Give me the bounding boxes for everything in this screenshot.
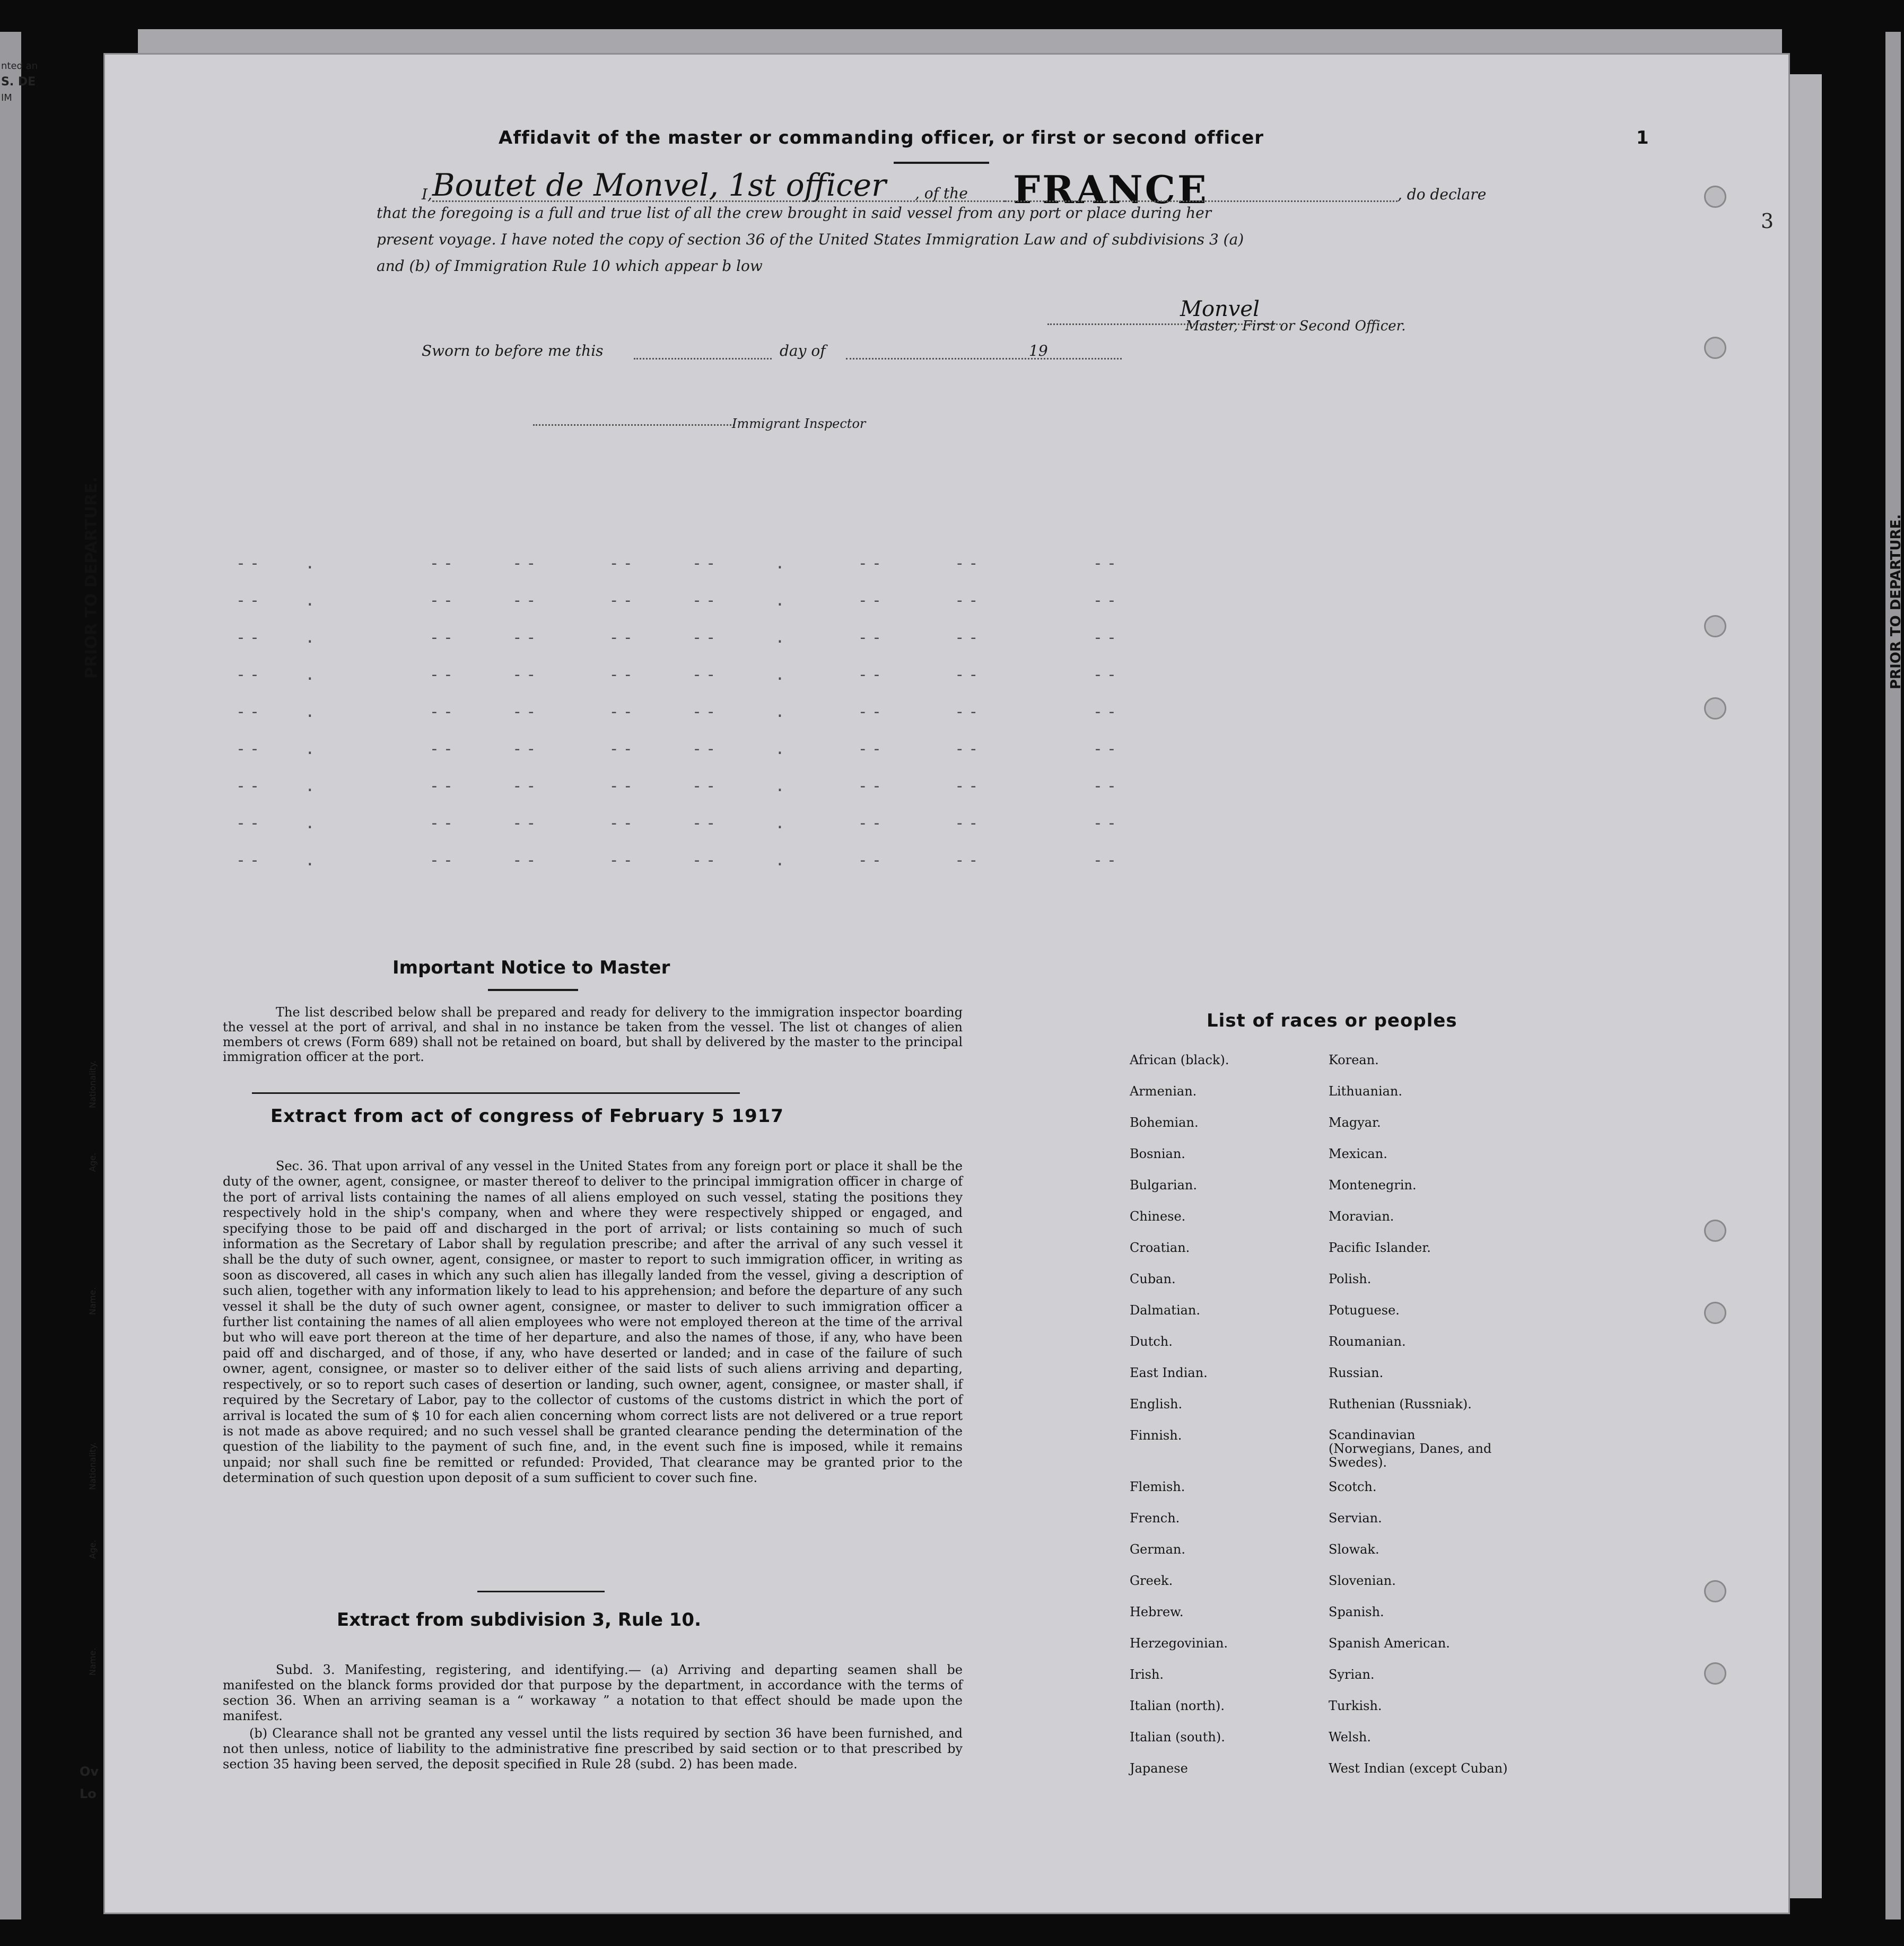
col-label-age-2: Age. — [88, 1539, 98, 1559]
race-item: Polish. — [1329, 1272, 1372, 1286]
prefix-i: I, — [422, 186, 432, 203]
margin-top-left: nted an S. DE IM — [1, 60, 38, 103]
do-declare: , do declare — [1398, 186, 1487, 203]
day-of-label: day of — [780, 342, 826, 360]
faint-row: -- . -- -- -- -- . -- -- -- — [236, 665, 1121, 684]
notice-text: The list described below shall be prepared and ready for delivery to the immigration inspector boarding the vessel at the port of arrival, and shal in no instance be taken from the vessel. The list ot changes of alien members ot crews (Form 689) shall not be retained on board, but shall by delivered by the master to the principal immigration officer at the port. — [223, 1005, 963, 1064]
notice-rule — [488, 989, 578, 991]
faint-row: -- . -- -- -- -- . -- -- -- — [236, 814, 1121, 832]
right-number: 3 — [1761, 209, 1774, 233]
binder-hole — [1704, 337, 1726, 359]
race-item: Pacific Islander. — [1329, 1240, 1431, 1255]
races-heading: List of races or peoples — [1207, 1010, 1457, 1031]
race-item: Korean. — [1329, 1053, 1379, 1067]
signature: Monvel — [1180, 297, 1260, 321]
race-item: German. — [1130, 1542, 1185, 1557]
race-item: Welsh. — [1329, 1730, 1371, 1745]
binder-hole — [1704, 1302, 1726, 1324]
race-item: Roumanian. — [1329, 1334, 1406, 1349]
race-item: Dalmatian. — [1130, 1303, 1201, 1318]
race-item: Lithuanian. — [1329, 1084, 1403, 1099]
faint-row: -- . -- -- -- -- . -- -- -- — [236, 591, 1121, 610]
extract-rule-rule-top — [477, 1591, 605, 1592]
vessel-name: FRANCE — [1013, 167, 1209, 212]
race-item: Slowak. — [1329, 1542, 1379, 1557]
col-label-age-1: Age. — [88, 1152, 98, 1172]
race-item: Spanish American. — [1329, 1636, 1450, 1651]
faint-row: -- . -- -- -- -- . -- -- -- — [236, 554, 1121, 573]
officer-line-text: Master, First or Second Officer. — [1185, 318, 1406, 334]
of-the-label: , of the — [915, 185, 968, 202]
col-label-nationality-2: Nationality. — [88, 1442, 98, 1490]
race-item: Russian. — [1329, 1365, 1384, 1380]
race-item: Italian (north). — [1130, 1698, 1225, 1713]
faint-row: -- . -- -- -- -- . -- -- -- — [236, 628, 1121, 647]
race-item: Finnish. — [1130, 1428, 1182, 1443]
race-item: Ruthenian (Russniak). — [1329, 1397, 1472, 1412]
binder-hole — [1704, 697, 1726, 720]
race-item: Herzegovinian. — [1130, 1636, 1228, 1651]
inspector-line — [533, 424, 735, 426]
sworn-day-line — [634, 358, 772, 360]
race-item: Syrian. — [1329, 1667, 1375, 1682]
race-item: Magyar. — [1329, 1115, 1381, 1130]
extract-rule-heading: Extract from subdivision 3, Rule 10. — [337, 1609, 702, 1631]
race-item: Turkish. — [1329, 1698, 1382, 1713]
notice-heading: Important Notice to Master — [392, 957, 670, 978]
race-item: Cuban. — [1130, 1272, 1176, 1286]
race-item: Moravian. — [1329, 1209, 1394, 1224]
race-item: Servian. — [1329, 1511, 1382, 1526]
faint-row: -- . -- -- -- -- . -- -- -- — [236, 851, 1121, 870]
affidavit-line-1: that the foregoing is a full and true list of all the crew brought in said vessel from any port or place during her — [377, 204, 1212, 222]
race-item: Montenegrin. — [1329, 1178, 1417, 1193]
race-item: Armenian. — [1130, 1084, 1197, 1099]
margin-bottom-left: Ov Lo — [80, 1764, 99, 1801]
extract-act-text: Sec. 36. That upon arrival of any vessel in the United States from any foreign port or place it shall be the duty of the owner, agent, consignee, or master thereof to deliver to the principal immigration officer in charge of the port of arrival lists containing the names of all aliens employed on such vessel, stating the positions they respectively hold in the ship's company, when and where they were respectively shipped or engaged, and specifying those to be paid off and discharged in the port of arrival; or lists containing so much of such information as the Secretary of Labor shall by regulation prescribe; and after the arrival of any such vessel it shall be the duty of such owner, agent, consignee, or master to report to such immigration officer, in writing as soon as discovered, all cases in which any such alien has illegally landed from the vessel, giving a description of such alien, together with any information likely to lead to his apprehension; and before the departure of any such vessel it shall be the duty of such owner agent, consignee, or master to deliver to such immigration officer a further list containing the names of all alien employees who were not employed thereon at the time of the arrival but who will eave port thereon at the time of her departure, and also the names of those, if any, who have been paid off and discharged, and of those, if any, who have deserted or landed; and in case of the failure of such owner, agent, consignee, or master so to deliver either of the said lists of such aliens arriving and departing, respectively, or so to report such cases of desertion or landing, such owner, agent, consignee, or master shall, if required by the Secretary of Labor, pay to the collector of customs of the customs district in which the port of arrival is located the sum of $ 10 for each alien concerning whom correct lists are not delivered or a true report is not made as above required; and no such vessel shall be granted clearance pending the determination of the question of the liability to the payment of such fine, and, in the event such fine is imposed, while it remains unpaid; nor shall such fine be remitted or refunded: Provided, That clearance may be granted prior to the determination of such question upon deposit of a sum sufficient to cover such fine. — [223, 1159, 963, 1486]
race-item: Scandinavian (Norwegians, Danes, and Swedes). — [1329, 1427, 1492, 1470]
left-vertical-label: PRIOR TO DEPARTURE. — [82, 476, 101, 679]
race-item: Scotch. — [1329, 1479, 1377, 1494]
race-item: East Indian. — [1130, 1365, 1208, 1380]
faint-row: -- . -- -- -- -- . -- -- -- — [236, 703, 1121, 721]
inspector-label: Immigrant Inspector — [732, 416, 866, 431]
race-item: Greek. — [1130, 1573, 1173, 1588]
race-item: Flemish. — [1130, 1479, 1185, 1494]
race-item: French. — [1130, 1511, 1180, 1526]
affidavit-title: Affidavit of the master or commanding officer, or first or second officer — [499, 127, 1264, 148]
vessel-underline — [1005, 200, 1398, 202]
race-item: Hebrew. — [1130, 1605, 1184, 1619]
extract-rule-text-a: Subd. 3. Manifesting, registering, and identifying.— (a) Arriving and departing seamen shall be manifested on the blanck forms provided dor that purpose by the department, in accordance with the terms of section 36. When an arriving seaman is a “ workaway ” a notation to that effect should be made upon the manifest. — [223, 1662, 963, 1723]
year-label: 19 — [1029, 342, 1048, 360]
race-item: West Indian (except Cuban) — [1329, 1761, 1508, 1776]
col-label-name-2: Name. — [88, 1647, 98, 1676]
affidavit-line-3: and (b) of Immigration Rule 10 which appear b low — [377, 257, 763, 275]
race-item: English. — [1130, 1397, 1183, 1412]
race-item: Japanese — [1130, 1761, 1188, 1776]
extract-act-rule-top — [252, 1092, 740, 1094]
col-label-name-1: Name. — [88, 1287, 98, 1315]
race-item: Spanish. — [1329, 1605, 1384, 1619]
race-item: Croatian. — [1130, 1240, 1190, 1255]
race-item: Slovenian. — [1329, 1573, 1396, 1588]
binder-hole — [1704, 1662, 1726, 1685]
race-item: Irish. — [1130, 1667, 1164, 1682]
race-item: Italian (south). — [1130, 1730, 1225, 1745]
binder-hole — [1704, 186, 1726, 208]
race-item: Dutch. — [1130, 1334, 1173, 1349]
race-item: Bulgarian. — [1130, 1178, 1197, 1193]
page-number: 1 — [1636, 127, 1649, 148]
officer-line — [1185, 318, 1406, 334]
binder-hole — [1704, 615, 1726, 637]
race-item: African (black). — [1130, 1053, 1229, 1067]
officer-name-handwritten: Boutet de Monvel, 1st officer — [432, 167, 886, 203]
binder-hole — [1704, 1580, 1726, 1602]
race-item: Bohemian. — [1130, 1115, 1199, 1130]
race-item: Bosnian. — [1130, 1146, 1185, 1161]
background-sheet-right-edge — [1885, 32, 1901, 1919]
extract-act-heading: Extract from act of congress of February 5 1917 — [270, 1106, 784, 1127]
affidavit-line-2: present voyage. I have noted the copy of section 36 of the United States Immigration Law and of subdivisions 3 (a) — [377, 231, 1244, 248]
affidavit-title-rule — [894, 162, 989, 164]
background-sheet-right — [1790, 74, 1822, 1898]
right-vertical-label: PRIOR TO DEPARTURE. — [1888, 514, 1904, 689]
race-item: Potuguese. — [1329, 1303, 1400, 1318]
faint-row: -- . -- -- -- -- . -- -- -- — [236, 740, 1121, 758]
background-sheet-left-edge — [0, 32, 21, 1919]
extract-rule-text-b: (b) Clearance shall not be granted any vessel until the lists required by section 36 have been furnished, and not then unless, notice of liability to the administrative fine prescribed by said section or to that prescribed by section 35 having been served, the deposit specified in Rule 28 (subd. 2) has been made. — [223, 1726, 963, 1772]
sworn-month-line — [846, 358, 1122, 360]
col-label-nationality-1: Nationality. — [88, 1060, 98, 1108]
race-item: Chinese. — [1130, 1209, 1186, 1224]
sworn-label: Sworn to before me this — [422, 342, 604, 360]
binder-hole — [1704, 1220, 1726, 1242]
race-item: Mexican. — [1329, 1146, 1387, 1161]
faint-row: -- . -- -- -- -- . -- -- -- — [236, 777, 1121, 795]
